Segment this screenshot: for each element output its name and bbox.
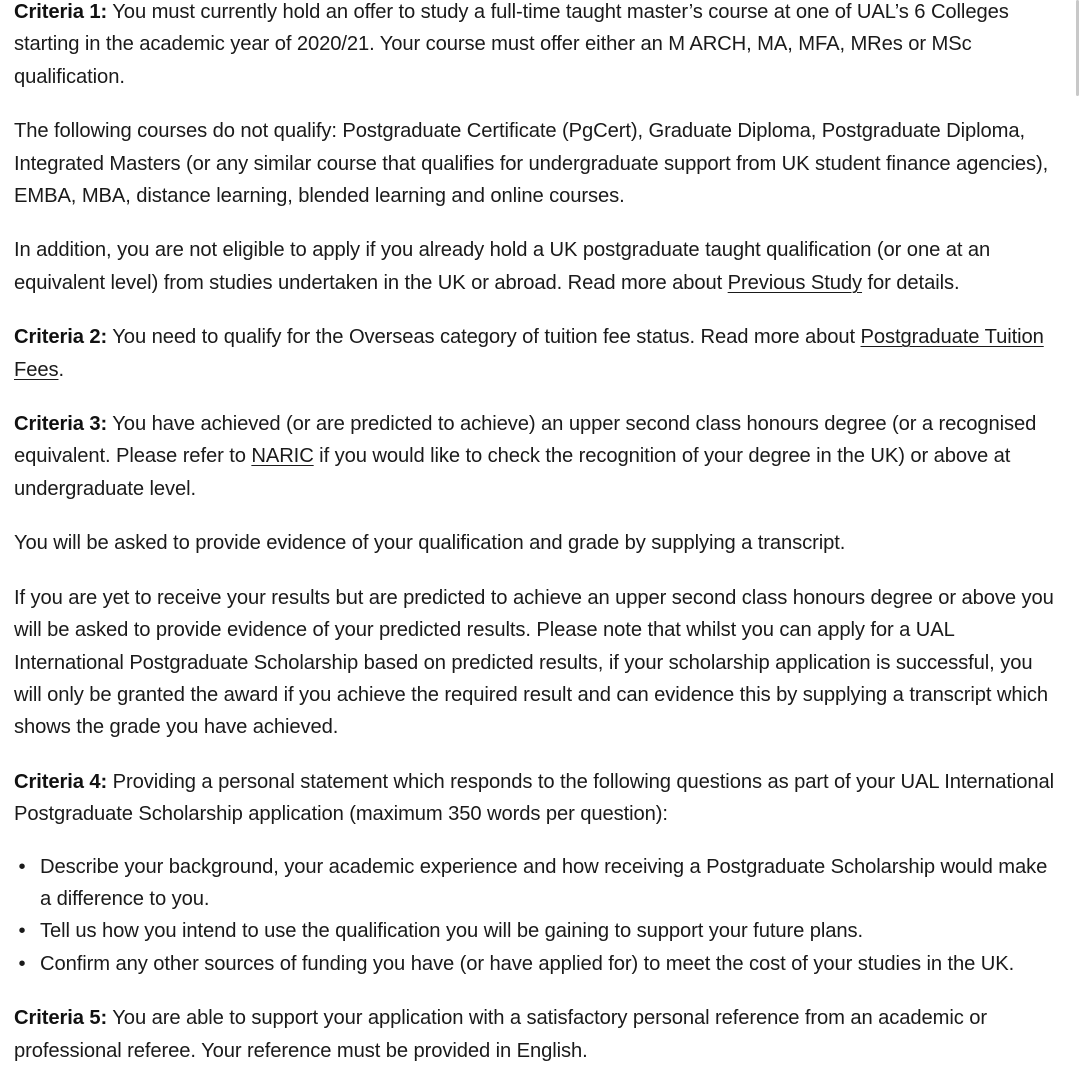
list-item <box>18 948 1059 980</box>
criteria-5-label: Criteria 5: <box>14 1007 108 1030</box>
criteria-4-label: Criteria 4: <box>14 770 108 793</box>
personal-statement-questions-list <box>14 851 1059 981</box>
criteria-4-paragraph <box>14 766 1059 831</box>
bullet-icon: • <box>18 920 26 943</box>
naric-link[interactable]: NARIC <box>251 445 314 468</box>
bullet-icon: • <box>18 952 26 975</box>
previous-qualification-text: In addition, you are not eligible to apply if you already hold a UK postgraduate taught qualification (or one at an equivalent level) from studies undertaken in the UK or abroad. Read more about <box>14 239 991 294</box>
non-qualifying-courses-paragraph <box>14 115 1059 212</box>
criteria-3-text: You have achieved (or are predicted to achieve) an upper second class honours degree (or a recognised equivalent. Please refer to <box>14 413 1037 468</box>
previous-study-link[interactable]: Previous Study <box>727 271 863 294</box>
predicted-results-paragraph <box>14 582 1059 744</box>
list-item <box>18 915 1059 947</box>
criteria-3-paragraph <box>14 408 1059 505</box>
question-text: Tell us how you intend to use the qualification you will be gaining to support your future plans. <box>40 920 863 943</box>
eligibility-criteria-content <box>14 0 1059 1089</box>
vertical-scrollbar[interactable] <box>1076 0 1079 96</box>
predicted-results-text: If you are yet to receive your results but are predicted to achieve an upper second class honours degree or above you will be asked to provide evidence of your predicted results. Please note that whilst you can apply for a UAL International Postgraduate Scholarship based on predicted results, if your scholarship application is successful, you will only be granted the award if you achieve the required result and can evidence this by supplying a transcript which shows the grade you have achieved. <box>14 586 1054 739</box>
criteria-2-text: You need to qualify for the Overseas category of tuition fee status. Read more about <box>107 326 861 349</box>
list-item <box>18 851 1059 916</box>
transcript-evidence-paragraph <box>14 527 1059 559</box>
criteria-3-text-end: if you would like to check the recognition of your degree in the UK) or above at undergraduate level. <box>14 445 1011 500</box>
criteria-2-paragraph <box>14 321 1059 386</box>
criteria-4-text: Providing a personal statement which responds to the following questions as part of your UAL International Postgraduate Scholarship application (maximum 350 words per question): <box>14 770 1055 826</box>
non-qualifying-courses-text: The following courses do not qualify: Postgraduate Certificate (PgCert), Graduate Diploma, Postgraduate Diploma, Integrated Masters (or any similar course that qualifies for undergraduate support from UK student finance agencies), EMBA, MBA, distance learning, blended learning and online courses. <box>14 120 1049 208</box>
question-text: Confirm any other sources of funding you have (or have applied for) to meet the cost of your studies in the UK. <box>40 952 1015 975</box>
previous-qualification-text-end: for details. <box>862 271 960 294</box>
criteria-2-text-end: . <box>58 358 64 381</box>
question-text: Describe your background, your academic experience and how receiving a Postgraduate Scholarship would make a difference to you. <box>40 855 1048 910</box>
previous-qualification-paragraph <box>14 234 1059 299</box>
criteria-3-label: Criteria 3: <box>14 413 108 436</box>
criteria-1-paragraph <box>14 0 1059 93</box>
bullet-icon: • <box>18 855 26 878</box>
postgraduate-tuition-fees-link[interactable]: Postgraduate Tuition Fees <box>14 326 1044 381</box>
criteria-1-label: Criteria 1: <box>14 1 108 23</box>
criteria-2-label: Criteria 2: <box>14 326 108 349</box>
transcript-evidence-text: You will be asked to provide evidence of your qualification and grade by supplying a transcript. <box>14 532 846 555</box>
criteria-5-text: You are able to support your application with a satisfactory personal reference from an academic or professional referee. Your reference must be provided in English. <box>14 1007 988 1062</box>
criteria-5-paragraph <box>14 1002 1059 1067</box>
criteria-1-text: You must currently hold an offer to study a full-time taught master’s course at one of UAL’s 6 Colleges starting in the academic year of 2020/21. Your course must offer either an M ARCH, MA, MFA, MRes or MSc qualification. <box>14 1 1009 88</box>
